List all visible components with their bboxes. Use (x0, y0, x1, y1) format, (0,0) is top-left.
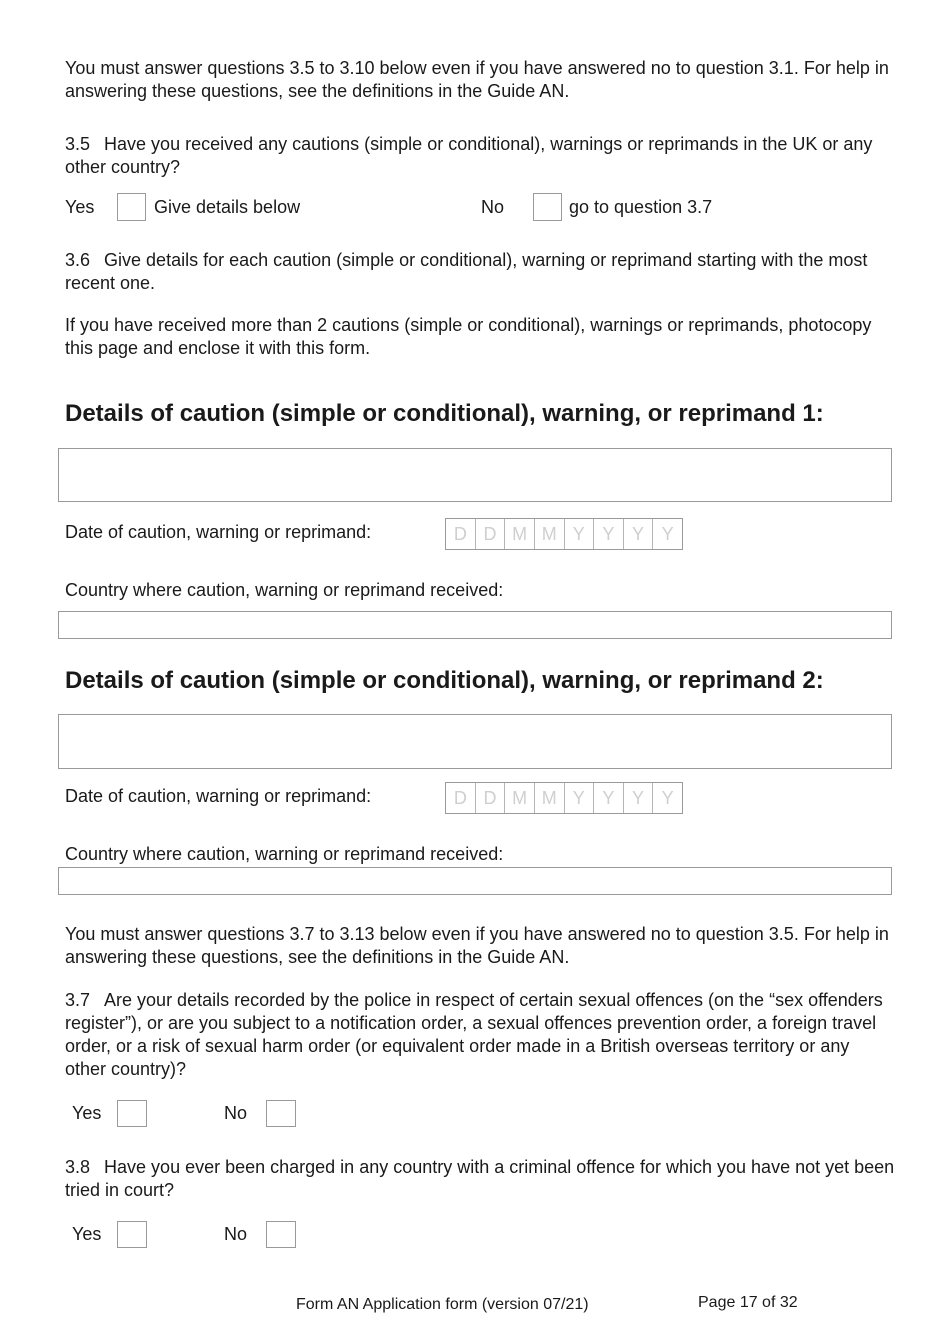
date-year-cell[interactable]: Y (624, 783, 654, 813)
footer-form-name: Form AN Application form (version 07/21) (296, 1296, 589, 1313)
date-day-cell[interactable]: D (446, 783, 476, 813)
date-month-cell[interactable]: M (505, 783, 535, 813)
intro-paragraph-1: You must answer questions 3.5 to 3.10 below even if you have answered no to question 3.1. For help in answering these questions, see the definitions in the Guide AN. (65, 58, 889, 101)
date-year-cell[interactable]: Y (565, 519, 595, 549)
date-year-cell[interactable]: Y (661, 524, 674, 544)
q3-7-yes-label: Yes (72, 1103, 102, 1123)
details-1-date-label: Date of caution, warning or reprimand: (65, 522, 372, 542)
q3-8-yes-checkbox[interactable] (117, 1221, 147, 1248)
date-year-cell[interactable]: Y (624, 519, 654, 549)
details-2-country-input[interactable] (58, 867, 892, 895)
question-3-7 (65, 989, 890, 1081)
q3-8-no-label: No (224, 1224, 248, 1244)
date-month-cell[interactable]: M (535, 783, 565, 813)
date-month-cell[interactable]: M (535, 519, 565, 549)
question-number: 3.6 (65, 250, 91, 270)
q3-8-yes-label: Yes (72, 1224, 102, 1244)
question-number: 3.7 (65, 990, 91, 1010)
details-2-date-input[interactable] (445, 782, 683, 814)
details-2-text-input[interactable] (58, 714, 892, 769)
question-number: 3.8 (65, 1157, 91, 1177)
photocopy-note: If you have received more than 2 cautions (simple or conditional), warnings or reprimands, photocopy this page and enclose it with this form. (65, 315, 872, 358)
q3-5-yes-label: Yes (65, 197, 95, 217)
q3-5-no-hint: go to question 3.7 (569, 197, 713, 217)
question-3-5 (65, 133, 895, 179)
details-2-date-label: Date of caution, warning or reprimand: (65, 786, 372, 806)
date-year-cell[interactable]: Y (594, 783, 624, 813)
details-1-country-label: Country where caution, warning or reprimand received: (65, 580, 504, 600)
intro-paragraph-2: You must answer questions 3.7 to 3.13 below even if you have answered no to question 3.5. For help in answering these questions, see the definitions in the Guide AN. (65, 924, 889, 967)
q3-8-no-checkbox[interactable] (266, 1221, 296, 1248)
details-2-heading: Details of caution (simple or conditional), warning, or reprimand 2: (65, 667, 824, 694)
q3-5-no-checkbox[interactable] (533, 193, 562, 221)
date-day-cell[interactable]: D (476, 783, 506, 813)
q3-7-no-label: No (224, 1103, 248, 1123)
date-day-cell[interactable]: D (476, 519, 506, 549)
q3-5-yes-hint: Give details below (154, 197, 301, 217)
question-text: Are your details recorded by the police in respect of certain sexual offences (on the “sex offenders register”), or are you subject to a notification order, a sexual offences prevention order, a foreign travel order, or a risk of sexual harm order (or equivalent order made in a British overseas territory or any other country)? (65, 990, 883, 1079)
question-number: 3.5 (65, 134, 91, 154)
footer-page-number: Page 17 of 32 (698, 1294, 798, 1311)
q3-7-yes-checkbox[interactable] (117, 1100, 147, 1127)
date-month-cell[interactable]: M (505, 519, 535, 549)
date-year-cell[interactable]: Y (661, 788, 674, 808)
date-day-cell[interactable]: D (446, 519, 476, 549)
question-3-6 (65, 249, 895, 295)
details-1-heading: Details of caution (simple or conditional), warning, or reprimand 1: (65, 400, 824, 427)
question-3-8 (65, 1156, 895, 1202)
details-1-text-input[interactable] (58, 448, 892, 502)
details-2-country-label: Country where caution, warning or reprimand received: (65, 844, 504, 864)
q3-5-no-label: No (481, 197, 505, 217)
q3-5-yes-checkbox[interactable] (117, 193, 146, 221)
question-text: Have you received any cautions (simple or conditional), warnings or reprimands in the UK or any other country? (65, 134, 873, 177)
q3-7-no-checkbox[interactable] (266, 1100, 296, 1127)
details-1-date-input[interactable] (445, 518, 683, 550)
date-year-cell[interactable]: Y (565, 783, 595, 813)
question-text: Give details for each caution (simple or conditional), warning or reprimand starting with the most recent one. (65, 250, 868, 293)
date-year-cell[interactable]: Y (594, 519, 624, 549)
question-text: Have you ever been charged in any country with a criminal offence for which you have not yet been tried in court? (65, 1157, 895, 1200)
details-1-country-input[interactable] (58, 611, 892, 639)
